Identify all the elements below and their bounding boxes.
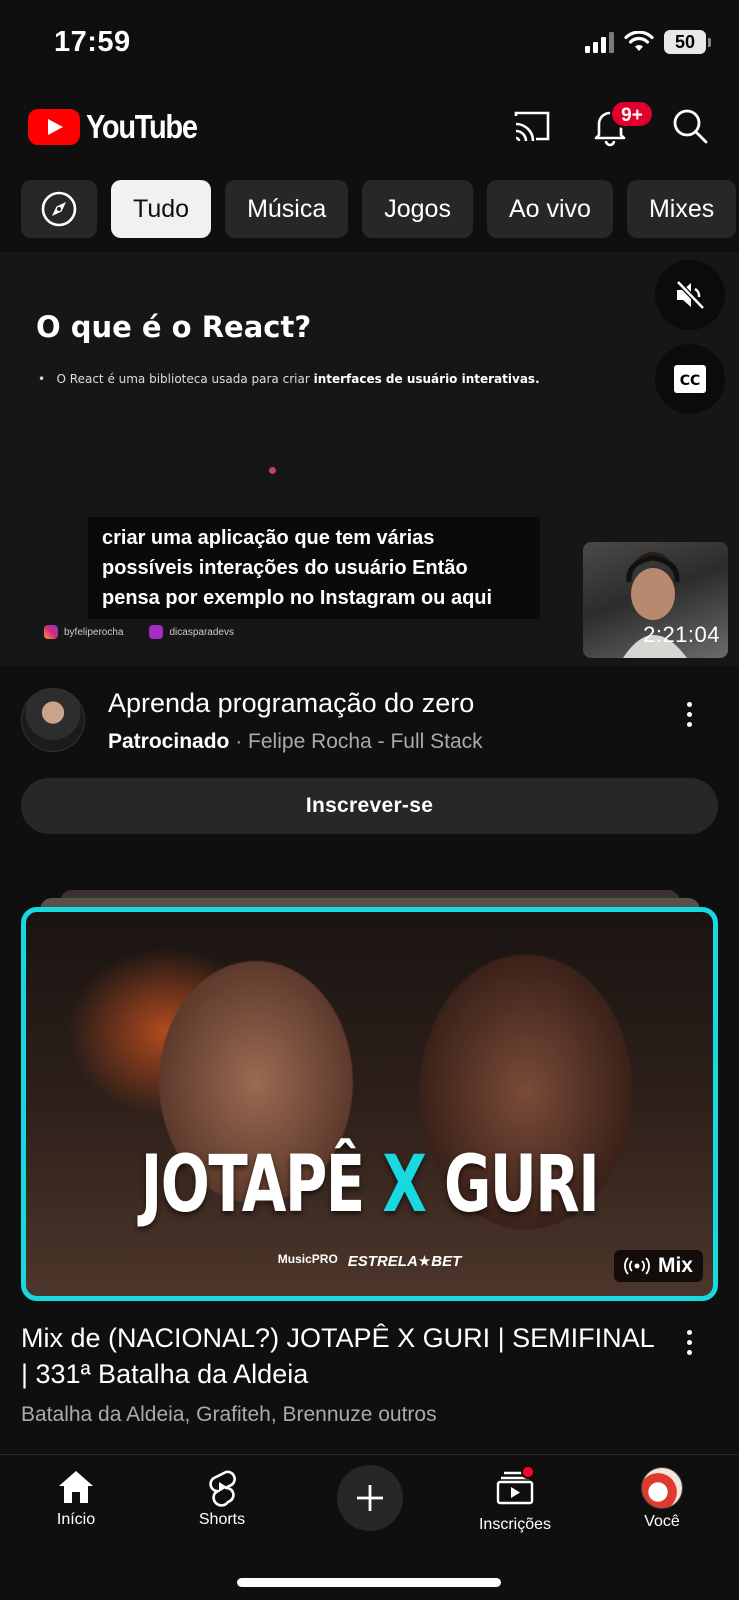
mix-more-options-icon[interactable] — [674, 1322, 704, 1362]
separator-dot: · — [235, 730, 243, 753]
chip-mixes[interactable]: Mixes — [627, 180, 736, 238]
plus-icon — [354, 1482, 386, 1514]
mix-title[interactable]: Mix de (NACIONAL?) JOTAPÊ X GURI | SEMIFINAL | 331ª Batalha da Aldeia — [21, 1323, 654, 1389]
ad-title[interactable]: Aprenda programação do zero — [108, 688, 475, 718]
brand-estrelabet: ESTRELA★BET — [347, 1253, 462, 1270]
youtube-play-icon — [28, 109, 80, 145]
mix-subtitle: Batalha da Aldeia, Grafiteh, Brennuze outros — [21, 1403, 437, 1426]
create-button[interactable] — [337, 1465, 403, 1531]
broadcast-icon — [624, 1257, 650, 1275]
nav-shorts[interactable] — [162, 1467, 282, 1529]
home-indicator — [237, 1578, 501, 1587]
video-caption: criar uma aplicação que tem várias possíveis interações do usuário Então pensa por exemplo no Instagram ou aqui — [88, 517, 540, 619]
battery-level: 50 — [664, 30, 706, 54]
logo-text: YouTube — [86, 108, 197, 145]
chip-musica[interactable]: Música — [225, 180, 348, 238]
signal-icon — [585, 31, 614, 53]
nav-shorts-label: Shorts — [198, 1511, 246, 1528]
svg-text:CC: CC — [679, 373, 701, 389]
nav-you[interactable] — [602, 1467, 722, 1531]
cc-icon — [673, 364, 707, 394]
nav-home[interactable] — [16, 1467, 136, 1529]
sponsored-label: Patrocinado — [108, 730, 230, 753]
chip-explore[interactable] — [21, 180, 97, 238]
nav-subscriptions[interactable] — [455, 1467, 575, 1534]
ad-channel-name: Felipe Rocha - Full Stack — [248, 730, 483, 753]
subscribe-button[interactable]: Inscrever-se — [21, 778, 718, 834]
slide-bullet-bold: interfaces de usuário interativas. — [313, 372, 540, 386]
thumb-title-x: X — [382, 1140, 426, 1230]
slide-socials — [44, 625, 234, 639]
home-icon — [56, 1467, 96, 1507]
search-icon[interactable] — [668, 104, 712, 148]
slide-bullet-text: O React é uma biblioteca usada para criar — [56, 372, 314, 386]
presenter-thumbnail — [583, 542, 728, 658]
slide-bullet: • O React é uma biblioteca usada para criar interfaces de usuário interativas. — [38, 372, 540, 386]
mix-badge-label: Mix — [657, 1254, 693, 1277]
new-content-dot — [521, 1465, 535, 1479]
status-icons — [585, 30, 711, 54]
user-avatar — [641, 1467, 683, 1509]
youtube-logo[interactable] — [28, 108, 212, 146]
status-bar — [0, 0, 739, 90]
battery-icon — [664, 30, 711, 54]
nav-subscriptions-label: Inscrições — [478, 1516, 552, 1533]
more-options-icon[interactable] — [674, 694, 704, 734]
volume-off-icon — [672, 277, 708, 313]
youtube-handle: dicasparadevs — [169, 626, 234, 638]
chip-jogos[interactable]: Jogos — [362, 180, 473, 238]
thumb-title-left: JOTAPÊ — [140, 1140, 383, 1230]
ad-info — [0, 686, 739, 766]
compass-icon — [40, 190, 78, 228]
shorts-icon — [202, 1467, 242, 1507]
mix-badge — [614, 1250, 703, 1282]
brand-musicpro: MusicPRO — [277, 1252, 338, 1266]
video-duration: 2:21:04 — [643, 622, 720, 647]
mute-button[interactable] — [655, 260, 725, 330]
slide-title: O que é o React? — [36, 310, 312, 344]
thumbnail-brands — [26, 1252, 713, 1270]
chip-tudo[interactable]: Tudo — [111, 180, 211, 238]
instagram-icon — [44, 625, 58, 639]
captions-button[interactable] — [655, 344, 725, 414]
thumbnail-title — [115, 1140, 623, 1230]
channel-avatar[interactable] — [21, 688, 85, 752]
ad-video-player[interactable] — [0, 252, 739, 666]
mix-thumbnail[interactable] — [21, 907, 718, 1301]
category-chips — [21, 180, 736, 238]
wifi-icon — [624, 31, 654, 53]
thumb-title-right: GURI — [425, 1140, 599, 1230]
nav-you-label: Você — [644, 1513, 680, 1530]
chip-ao-vivo[interactable]: Ao vivo — [487, 180, 613, 238]
ad-subtitle — [108, 730, 483, 754]
cursor-dot — [269, 467, 276, 474]
youtube-small-icon — [149, 625, 163, 639]
instagram-handle: byfeliperocha — [64, 626, 124, 638]
notifications-badge: 9+ — [610, 100, 654, 128]
cast-icon[interactable] — [510, 104, 554, 148]
nav-home-label: Início — [56, 1511, 96, 1528]
status-time: 17:59 — [54, 26, 131, 58]
